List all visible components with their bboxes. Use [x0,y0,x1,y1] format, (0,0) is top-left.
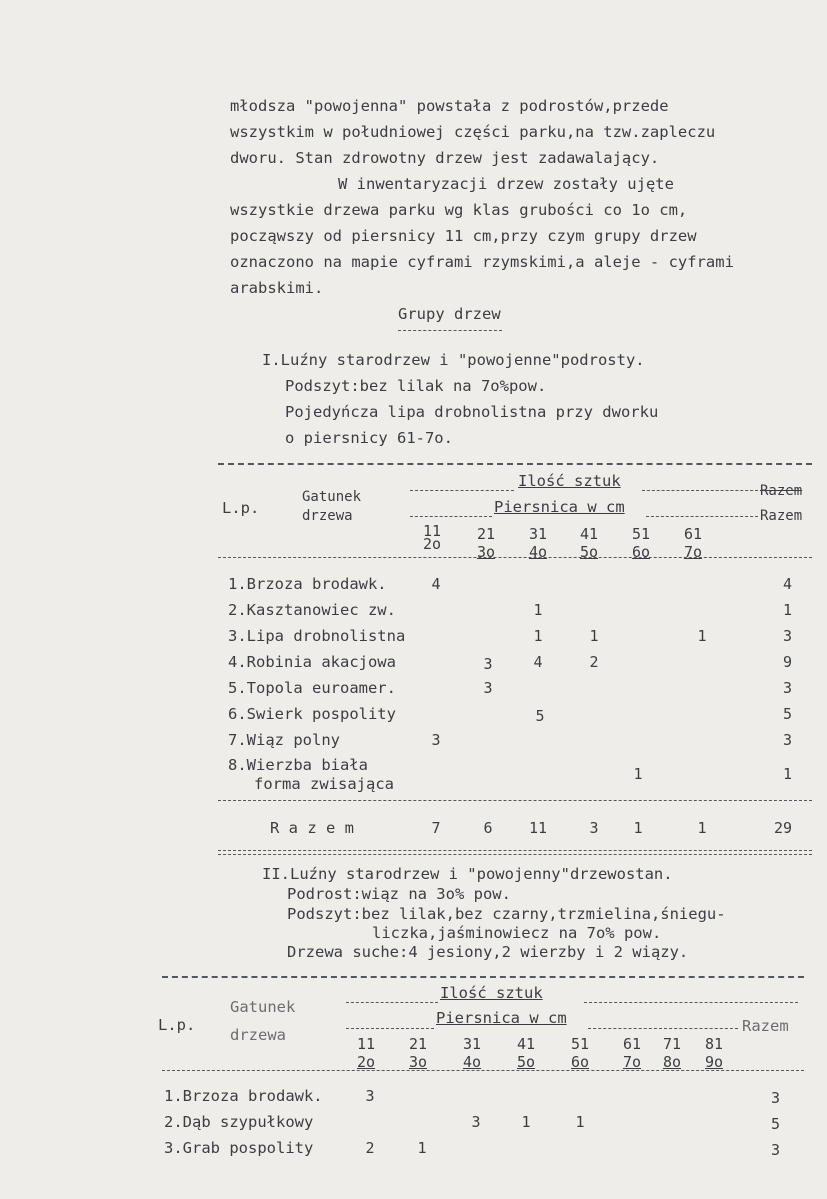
table1-species-header-2: drzewa [302,508,353,524]
table2-row-1-name: 1.Brzoza brodawk. [164,1087,323,1105]
group2-line-3: Podszyt:bez lilak,bez czarny,trzmielina,śniegu- [287,905,726,923]
table1-double-rule [218,850,812,855]
group2-line-4: liczka,jaśminowiecz na 7o% pow. [372,924,662,942]
table2-range-bottom-8: 9o [704,1053,724,1071]
table1-sum-61: 1 [697,819,707,837]
table2-range-bottom-3: 4o [462,1053,482,1071]
table1-species-header-1: Gatunek [302,489,362,505]
table1-sum-51: 1 [633,819,643,837]
table2-range-top-7: 71 [662,1035,682,1053]
table1-row-3-value-41: 1 [589,627,599,645]
table1-sum-11: 7 [431,819,441,837]
table1-row-1-value: 4 [431,575,441,593]
table1-top-rule [218,463,812,465]
table1-range-top-3: 31 [528,525,548,543]
table2-range-top-8: 81 [704,1035,724,1053]
table1-row-2-name: 2.Kasztanowiec zw. [228,601,396,619]
table1-row-7-total: 3 [782,731,792,749]
table2-count-header: Ilość sztuk [440,984,543,1002]
table2-row-3-value-21: 1 [417,1139,427,1157]
table1-row-7-value: 3 [431,731,441,749]
table2-range-bottom-4: 5o [516,1053,536,1071]
table2-species-header-1: Gatunek [230,998,296,1016]
table2-lp-header: L.p. [158,1016,196,1034]
table2-row-2-value-51: 1 [575,1113,585,1131]
table1-sum-31: 11 [528,819,548,837]
table1-range-top-5: 51 [631,525,651,543]
table1-count-line-right [642,490,758,491]
table1-row-4-value-21: 3 [483,655,493,673]
table2-range-top-1: 11 [356,1035,376,1053]
table1-row-8-name: 8.Wierzba biała [228,756,368,774]
table2-species-header-2: drzewa [230,1026,286,1044]
table1-row-2-total: 1 [782,601,792,619]
table1-row-8-total: 1 [782,765,792,783]
group2-title: II.Luźny starodrzew i "powojenny"drzewostan. [262,865,673,883]
table1-range-bottom-4: 5o [579,543,599,561]
heading-underline [398,330,502,331]
group1-line-4: o piersnicy 61-7o. [285,429,453,447]
table1-count-header: Ilość sztuk [518,472,621,490]
table1-lp-header: L.p. [222,499,260,517]
table2-row-3-name: 3.Grab pospolity [164,1139,314,1157]
table2-dbh-header: Piersnica w cm [436,1009,567,1027]
table1-row-1-name: 1.Brzoza brodawk. [228,575,387,593]
group1-line-3: Pojedyńcza lipa drobnolistna przy dworku [285,403,659,421]
table2-row-1-value: 3 [365,1087,375,1105]
table1-sum-21: 6 [483,819,493,837]
table1-row-5-name: 5.Topola euroamer. [228,679,396,697]
table2-row-2-value-41: 1 [521,1113,531,1131]
table1-row-4-name: 4.Robinia akacjowa [228,653,396,671]
paragraph-line-5: wszystkie drzewa parku wg klas grubości co 1o cm, [230,201,688,219]
table1-dbh-header: Piersnica w cm [494,498,625,516]
table2-range-bottom-7: 8o [662,1053,682,1071]
table1-range-top-1: 11 [422,522,442,540]
table2-top-rule [162,976,804,978]
table1-sum-41: 3 [589,819,599,837]
table2-range-bottom-6: 7o [622,1053,642,1071]
table1-range-top-6: 61 [683,525,703,543]
table2-header-bottom-rule [162,1070,804,1071]
table1-row-8-name-cont: forma zwisająca [254,775,394,793]
table2-range-top-6: 61 [622,1035,642,1053]
table2-row-1-total: 3 [770,1089,780,1107]
table1-range-bottom-6: 7o [683,543,703,561]
table2-row-2-total: 5 [770,1115,780,1133]
table1-row-4-value-41: 2 [589,653,599,671]
table1-range-bottom-3: 4o [528,543,548,561]
paragraph-line-7: oznaczono na mapie cyframi rzymskimi,a aleje - cyframi [230,253,734,271]
table2-dbh-line-left [346,1028,434,1029]
table1-sum-total: 29 [773,819,792,837]
table1-row-6-name: 6.Swierk pospolity [228,705,396,723]
table2-row-2-name: 2.Dąb szypułkowy [164,1113,314,1131]
table2-range-top-3: 31 [462,1035,482,1053]
table1-total-header-struck: Razem [760,483,803,499]
table2-range-top-5: 51 [570,1035,590,1053]
group2-line-2: Podrost:wiąz na 3o% pow. [287,885,511,903]
table2-range-bottom-2: 3o [408,1053,428,1071]
table1-range-top-4: 41 [579,525,599,543]
table1-row-1-total: 4 [782,575,792,593]
paragraph-line-8: arabskimi. [230,279,324,297]
table2-range-top-4: 41 [516,1035,536,1053]
paragraph-line-1: młodsza "powojenna" powstała z podrostów,przede [230,97,669,115]
table1-row-8-value: 1 [633,765,643,783]
table1-range-bottom-5: 6o [631,543,651,561]
table1-row-4-total: 9 [782,653,792,671]
table1-row-7-name: 7.Wiąz polny [228,731,340,749]
table1-count-line-left [410,490,514,491]
table1-range-bottom-2: 3o [476,543,496,561]
group2-line-5: Drzewa suche:4 jesiony,2 wierzby i 2 wiązy. [287,943,689,961]
paragraph-line-3: dworu. Stan zdrowotny drzew jest zadawalający. [230,149,660,167]
table1-row-3-value-31: 1 [533,627,543,645]
table2-count-line-right [584,1002,798,1003]
table1-row-2-value: 1 [533,601,543,619]
table1-range-bottom-1: 2o [422,535,442,553]
paragraph-line-2: wszystkim w południowej części parku,na tzw.zapleczu [230,123,716,141]
group1-line-2: Podszyt:bez lilak na 7o%pow. [285,377,547,395]
paragraph-line-6: począwszy od piersnicy 11 cm,przy czym grupy drzew [230,227,697,245]
table1-row-3-name: 3.Lipa drobnolistna [228,627,406,645]
table2-range-bottom-1: 2o [356,1053,376,1071]
table2-dbh-line-right [588,1028,738,1029]
table2-total-header: Razem [742,1017,789,1035]
table1-header-bottom-rule [218,557,812,558]
table1-sum-label: R a z e m [270,819,354,837]
section-heading: Grupy drzew [398,305,501,323]
table1-row-5-total: 3 [782,679,792,697]
table1-range-top-2: 21 [476,525,496,543]
table1-body-bottom-rule [218,800,812,801]
table1-row-3-value-61: 1 [697,627,707,645]
table1-row-5-value: 3 [483,679,493,697]
table1-total-header: Razem [760,508,803,524]
table1-dbh-line-left [410,516,492,517]
table1-row-3-total: 3 [782,627,792,645]
table2-range-bottom-5: 6o [570,1053,590,1071]
table1-dbh-line-right [646,516,758,517]
paragraph-line-4: W inwentaryzacji drzew zostały ujęte [338,175,674,193]
table2-row-2-value-31: 3 [471,1113,481,1131]
table2-count-line-left [346,1002,438,1003]
table2-range-top-2: 21 [408,1035,428,1053]
table2-row-3-total: 3 [770,1141,780,1159]
table1-row-4-value-31: 4 [533,653,543,671]
table1-row-6-value: 5 [535,707,545,725]
group1-title: I.Luźny starodrzew i "powojenne"podrosty. [262,351,645,369]
table2-row-3-value-11: 2 [365,1139,375,1157]
table1-row-6-total: 5 [782,705,792,723]
